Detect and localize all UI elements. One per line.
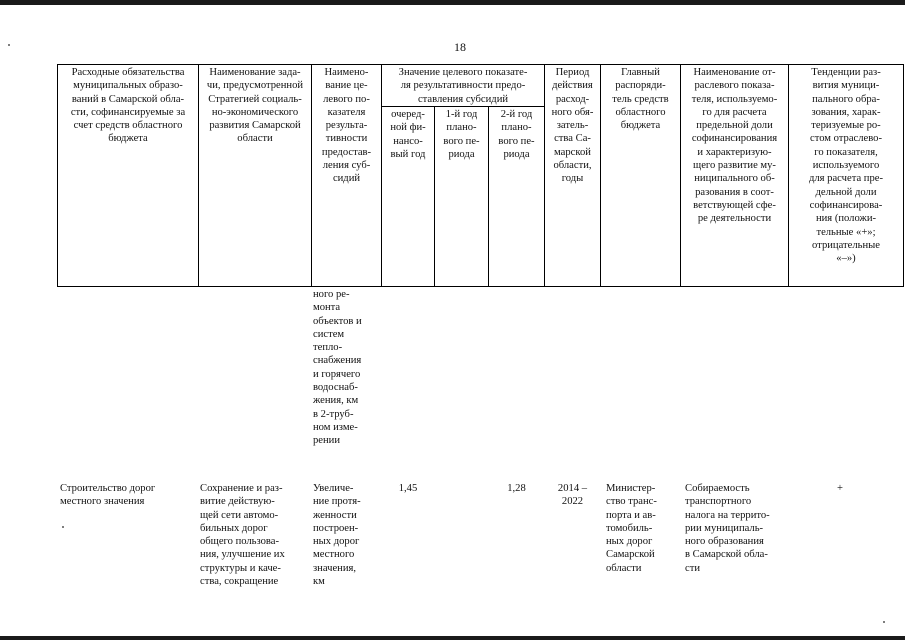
- scan-bottom-border: [0, 636, 905, 640]
- scan-speck: [8, 44, 10, 46]
- col-border: [600, 64, 601, 287]
- col-border: [680, 64, 681, 287]
- row-trend: +: [837, 483, 843, 494]
- row-indicator: Увеличе- ние протя- женности пострoен- ных дорог местного значения, км: [313, 483, 361, 588]
- header-task: Наименование зада- чи, предусмотренной Стратегией социаль- но-экономического развития Самарской области: [206, 67, 304, 145]
- continuation-text: ного ре- монта объектов и систем тепло- снабжения и горячего водоснаб- жения, км в 2-труб- ном изме- рении: [313, 289, 362, 447]
- col-border: [57, 64, 58, 287]
- scan-top-border: [0, 0, 905, 5]
- row-sector-indicator: Собираемость транспортного налога на террито- рии муниципаль- ного образования в Самарской обла- сти: [685, 483, 770, 574]
- header-plan-year-1: 1-й год плано- вого пе- риода: [443, 109, 480, 160]
- header-current-year: очеред- ной фи- нансо- вый год: [390, 109, 426, 160]
- header-administrator: Главный распоряди- тель средств областного бюджета: [612, 67, 669, 132]
- col-border: [434, 106, 435, 287]
- header-plan-year-2: 2-й год плано- вого пе- риода: [498, 109, 535, 160]
- page-number: 18: [454, 40, 466, 54]
- col-border: [381, 64, 382, 287]
- scan-speck: [62, 526, 64, 528]
- col-border: [311, 64, 312, 287]
- row-obligation: Строительство дорог местного значения: [60, 483, 156, 508]
- row-value-current: 1,45: [398, 483, 418, 494]
- row-administrator: Министер- ство транс- порта и ав- томобиль- ных дорог Самарской области: [606, 483, 657, 574]
- header-indicator: Наимено- вание це- левого по- казателя результа- тивности предостав- ления суб- сидий: [321, 67, 372, 185]
- col-border: [903, 64, 904, 287]
- col-border: [788, 64, 789, 287]
- col-border: [198, 64, 199, 287]
- header-sector-indicator: Наименование от- раслевого показа- теля, используемо- го для расчета предельной доли софинансирования и характеризую- щего развитие му- ниципального об- разования в соот- ветствующей сфе- ре деятельности: [691, 67, 778, 225]
- scan-speck: [883, 621, 885, 623]
- header-period: Период действия расход- ного обя- затель- ства Са- марской области, годы: [551, 67, 594, 185]
- row-task: Сохранение и раз- витие действую- щей сети автомо- бильных дорог общего пользова- ния, улучшение их структуры и каче- ства, сокращение: [200, 483, 285, 588]
- col-border: [488, 106, 489, 287]
- row-period: 2014 – 2022: [557, 483, 588, 508]
- header-trend: Тенденции раз- вития муници- пального обра- зования, харак- теризуемые ро- стом отраслево- го показателя, используемого для расчета пре- дельной доли софинансирова- ния (положи- тельные «+»; отрицательные «–»): [808, 67, 884, 265]
- col-border: [544, 64, 545, 287]
- header-indicator-value-group: Значение целевого показате- ля результативности предо- ставления субсидий: [398, 67, 528, 105]
- header-top-line: [57, 64, 904, 65]
- header-obligations: Расходные обязательства муниципальных образо- ваний в Самарской обла- сти, софинансируемые за счет средств областного бюджета: [70, 67, 186, 145]
- row-value-year2: 1,28: [507, 483, 526, 494]
- header-bottom-line: [57, 286, 904, 287]
- group-divider-line: [381, 106, 544, 107]
